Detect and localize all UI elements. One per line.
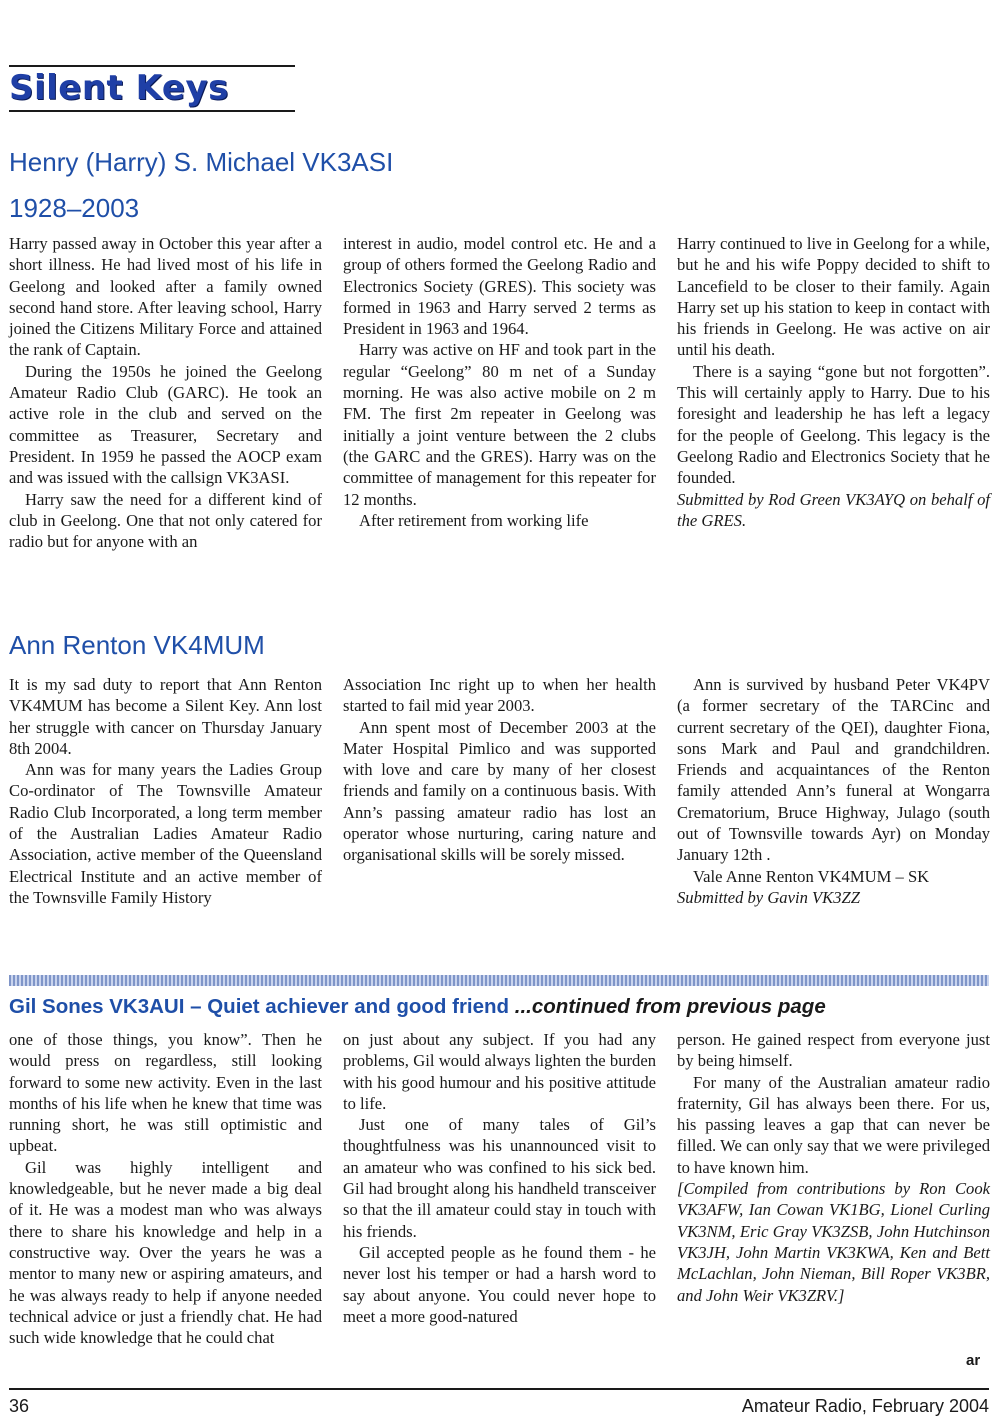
- harry-column-3: [677, 233, 990, 531]
- harry-column-2: [343, 233, 656, 531]
- ann-column-3: [677, 674, 990, 908]
- paragraph: person. He gained respect from everyone just by being himself.: [677, 1030, 990, 1071]
- section-rule-bottom: [9, 110, 295, 112]
- divider-stripe: [9, 975, 989, 986]
- paragraph: Vale Anne Renton VK4MUM – SK: [693, 866, 930, 886]
- paragraph: Harry was active on HF and took part in the regular “Geelong” 80 m net of a Sunday morning. He was also active mobile on 2 m FM. The first 2m repeater in Geelong was initially a joint venture between the 2 clubs (the GARC and the GRES). Harry was on the committee of management for this repeater for 12 months.: [343, 340, 656, 509]
- paragraph: It is my sad duty to report that Ann Renton VK4MUM has become a Silent Key. Ann lost her struggle with cancer on Thursday January 8th 2004.: [9, 675, 322, 758]
- paragraph: one of those things, you know”. Then he would press on regardless, still looking forward to some new activity. Even in the last months of his life when he knew that time was running short, he was still optimistic and upbeat.: [9, 1030, 322, 1156]
- paragraph: During the 1950s he joined the Geelong Amateur Radio Club (GARC). He took an active role in the club and served on the committee as Treasurer, Secretary and President. In 1959 he passed the AOCP exam and was issued with the callsign VK3ASI.: [9, 361, 322, 488]
- gil-article-title: [9, 993, 999, 1021]
- paragraph: For many of the Australian amateur radio fraternity, Gil has always been there. For us, his passing leaves a gap that can never be filled. We can only say that we were privileged to have known him.: [677, 1072, 990, 1177]
- paragraph: After retirement from working life: [359, 510, 589, 530]
- ann-column-1: [9, 674, 322, 908]
- paragraph: Just one of many tales of Gil’s thoughtfulness was his unannounced visit to an amateur who was confined to his sick bed. Gil had brought along his handheld transceiver so that the ill amateur could stay in touch with his friends.: [343, 1115, 656, 1241]
- gil-column-3: [677, 1029, 990, 1306]
- paragraph: Gil was highly intelligent and knowledgeable, but he never made a big deal of it. He was a modest man who was always there to share his knowledge and help in a constructive way. Over the years he was a mentor to many new or aspiring amateurs, and he was always ready to help if anyone needed technical advice or just a friendly chat. He had such wide knowledge that he could chat: [9, 1157, 322, 1348]
- gil-column-1: [9, 1029, 322, 1348]
- section-title: Silent Keys: [9, 68, 229, 108]
- paragraph: Harry continued to live in Geelong for a while, but he and his wife Poppy decided to shift to Lancefield to be closer to their family. Again Harry set up his station to keep in contact with his friends in Geelong. He was active on air until his death.: [677, 234, 990, 360]
- article-end-mark: ar: [966, 1352, 981, 1369]
- paragraph: on just about any subject. If you had any problems, Gil would always lighten the burden with his good humour and his positive attitude to life.: [343, 1030, 656, 1113]
- paragraph: Harry saw the need for a different kind of club in Geelong. One that not only catered for radio but for anyone with an: [9, 489, 322, 552]
- paragraph: Association Inc right up to when her health started to fail mid year 2003.: [343, 675, 656, 716]
- paragraph: Submitted by Rod Green VK3AYQ on behalf of the GRES.: [677, 489, 990, 530]
- harry-article-title: Henry (Harry) S. Michael VK3ASI: [9, 147, 394, 177]
- paragraph: [Compiled from contributions by Ron Cook VK3AFW, Ian Cowan VK1BG, Lionel Curling VK3NM, Eric Gray VK3ZSB, John Hutchinson VK3JH, John Martin VK3KWA, Ken and Bett McLachlan, John Nieman, Bill Roper VK3BR, and John Weir VK3ZRV.]: [677, 1179, 990, 1305]
- paragraph: Submitted by Gavin VK3ZZ: [677, 887, 860, 907]
- harry-article-years: 1928–2003: [9, 193, 140, 223]
- paragraph: There is a saying “gone but not forgotten”. This will certainly apply to Harry. Due to his foresight and leadership he has left a legacy for the people of Geelong. This legacy is the Geelong Radio and Electronics Society that he founded.: [677, 361, 990, 488]
- publication-line: Amateur Radio, February 2004: [741, 1396, 989, 1416]
- paragraph: Ann was for many years the Ladies Group Co-ordinator of The Townsville Amateur Radio Club Incorporated, a long term member of the Australian Ladies Amateur Radio Association, active member of the Queensland Electrical Institute and an active member of the Townsville Family History: [9, 760, 322, 907]
- page-number: 36: [9, 1396, 30, 1416]
- gil-title-continued: ...continued from previous page: [514, 995, 826, 1018]
- paragraph: interest in audio, model control etc. He and a group of others formed the Geelong Radio and Electronics Society (GRES). This society was formed in 1963 and Harry served 2 terms as President in 1963 and 1964.: [343, 234, 656, 339]
- footer-rule: [9, 1388, 989, 1390]
- gil-title-main: Gil Sones VK3AUI – Quiet achiever and good friend: [9, 995, 510, 1018]
- paragraph: Ann spent most of December 2003 at the Mater Hospital Pimlico and was supported with love and care by many of her closest friends and family on a continuous basis. With Ann’s passing amateur radio has lost an operator whose nurturing, caring nature and organisational skills will be sorely missed.: [343, 717, 656, 865]
- paragraph: Ann is survived by husband Peter VK4PV (a former secretary of the TARCinc and current secretary of the QEI), daughter Fiona, sons Mark and Paul and grandchildren. Friends and acquaintances of the Renton family attended Ann’s funeral at Wongarra Crematorium, Bruce Highway, Julago (south out of Townsville towards Ayr) on Monday January 12th .: [677, 675, 990, 865]
- gil-column-2: [343, 1029, 656, 1327]
- paragraph: Harry passed away in October this year after a short illness. He had lived most of his life in Geelong and looked after a family owned second hand store. After leaving school, Harry joined the Citizens Military Force and attained the rank of Captain.: [9, 234, 322, 360]
- harry-column-1: [9, 233, 322, 552]
- ann-article-title: Ann Renton VK4MUM: [9, 630, 265, 660]
- ann-column-2: [343, 674, 656, 866]
- paragraph: Gil accepted people as he found them - he never lost his temper or had a harsh word to say about anyone. You could never hope to meet a more good-natured: [343, 1242, 656, 1326]
